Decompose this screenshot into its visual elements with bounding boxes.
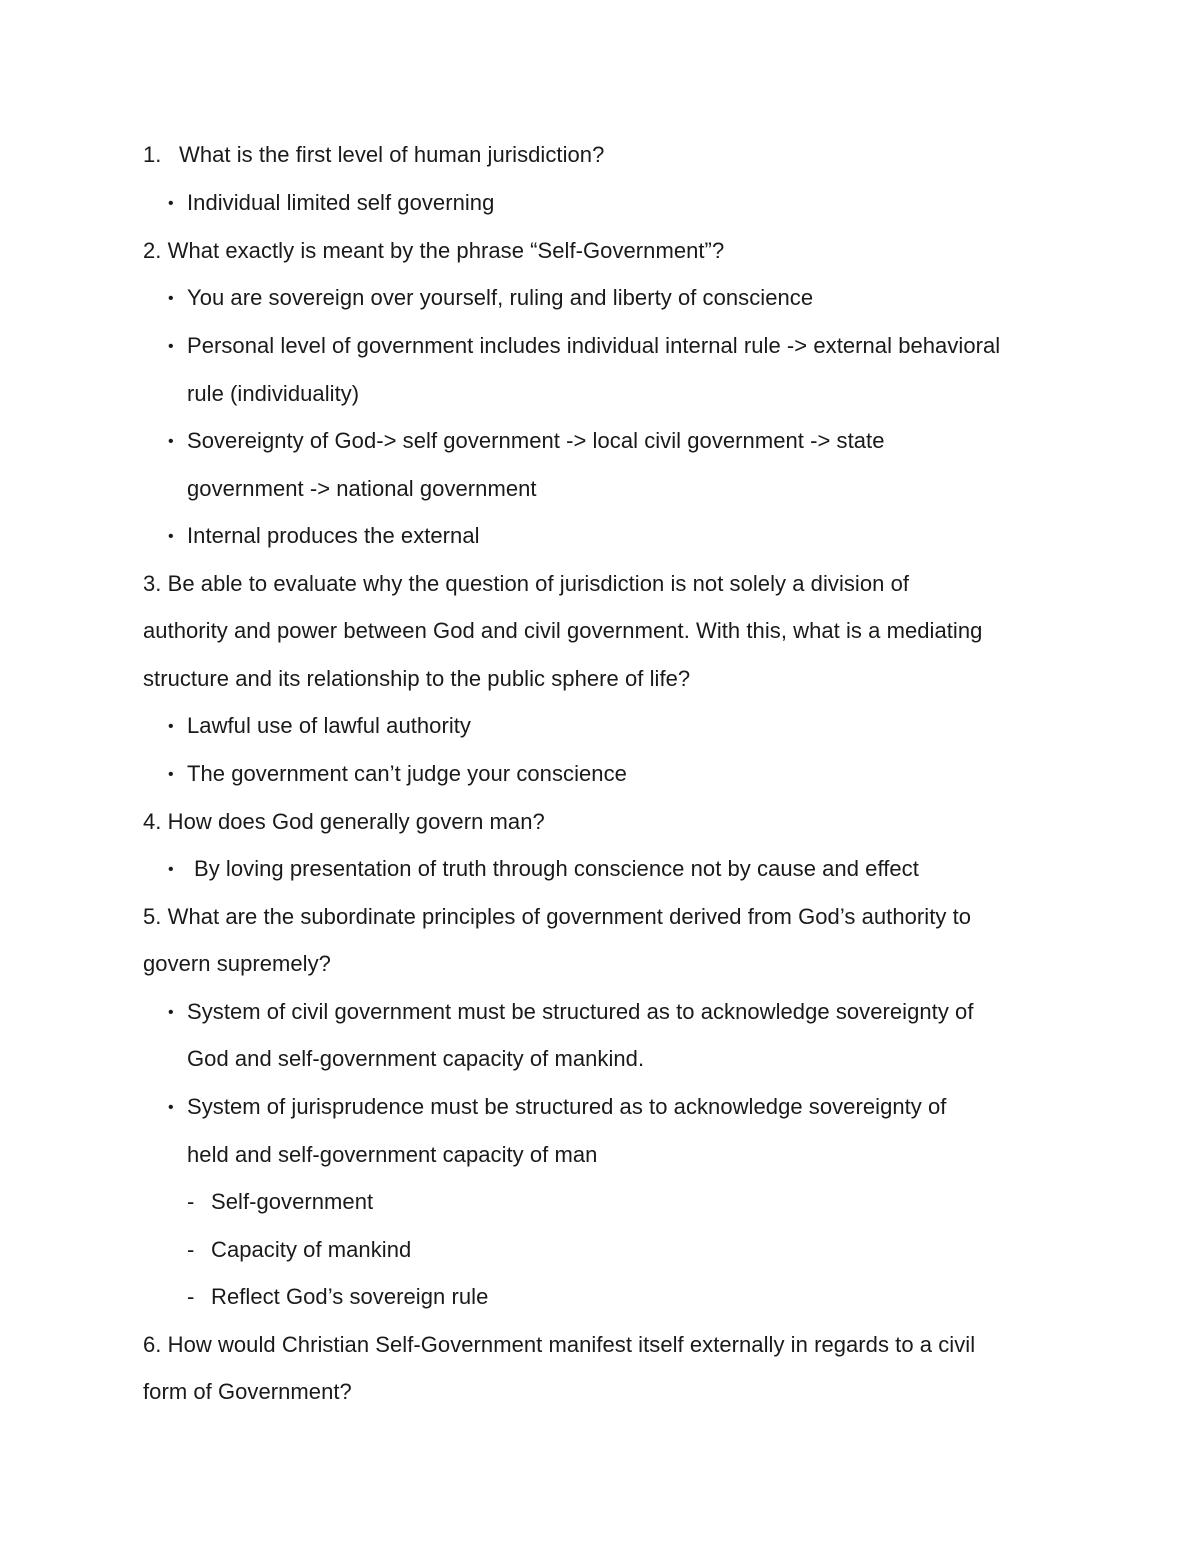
question-1 [143, 141, 604, 169]
dash-text: Capacity of mankind [211, 1237, 412, 1262]
bullet-item [168, 332, 1000, 361]
bullet-text: The government can’t judge your conscience [187, 761, 627, 786]
question-text: What are the subordinate principles of government derived from God’s authority to [167, 904, 972, 929]
question-number: 2. [143, 238, 162, 263]
bullet-item [168, 427, 885, 456]
question-number: 1. [143, 142, 162, 167]
bullet-item [168, 1093, 946, 1122]
question-number: 6. [143, 1332, 162, 1357]
dash-icon: - [187, 1189, 195, 1214]
bullet-continuation: rule (individuality) [187, 381, 360, 406]
question-4 [143, 808, 545, 836]
question-continuation: authority and power between God and civil government. With this, what is a mediating [143, 618, 983, 643]
bullet-icon: • [168, 433, 174, 450]
bullet-icon: • [168, 528, 174, 545]
bullet-icon: • [168, 195, 174, 212]
question-number: 3. [143, 571, 162, 596]
question-number: 5. [143, 904, 162, 929]
question-text: What exactly is meant by the phrase “Self-Government”? [167, 238, 725, 263]
bullet-icon: • [168, 290, 174, 307]
bullet-text: System of jurisprudence must be structured as to acknowledge sovereignty of [187, 1094, 947, 1119]
bullet-icon: • [168, 766, 174, 783]
question-text: How would Christian Self-Government manifest itself externally in regards to a civil [167, 1332, 976, 1357]
dash-text: Self-government [211, 1189, 374, 1214]
question-text: Be able to evaluate why the question of jurisdiction is not solely a division of [167, 571, 910, 596]
dash-icon: - [187, 1284, 195, 1309]
dash-item [187, 1188, 373, 1216]
bullet-icon: • [168, 338, 174, 355]
question-3 [143, 570, 909, 598]
bullet-icon: • [168, 718, 174, 735]
bullet-text: Lawful use of lawful authority [187, 713, 471, 738]
bullet-text: Personal level of government includes individual internal rule -> external behavioral [187, 333, 1001, 358]
question-text: What is the first level of human jurisdiction? [179, 142, 605, 167]
bullet-text: Individual limited self governing [187, 190, 495, 215]
bullet-text: Sovereignty of God-> self government -> local civil government -> state [187, 428, 885, 453]
bullet-text: System of civil government must be structured as to acknowledge sovereignty of [187, 999, 974, 1024]
bullet-item [168, 998, 974, 1027]
bullet-item [168, 760, 627, 789]
bullet-icon: • [168, 861, 174, 878]
dash-item [187, 1283, 488, 1311]
bullet-continuation: God and self-government capacity of mankind. [187, 1046, 645, 1071]
bullet-icon: • [168, 1099, 174, 1116]
question-text: How does God generally govern man? [167, 809, 545, 834]
question-continuation: form of Government? [143, 1379, 352, 1404]
bullet-continuation: government -> national government [187, 476, 537, 501]
bullet-item [168, 284, 813, 313]
bullet-item [168, 855, 919, 884]
bullet-text: By loving presentation of truth through conscience not by cause and effect [194, 856, 919, 881]
dash-item [187, 1236, 411, 1264]
bullet-text: You are sovereign over yourself, ruling and liberty of conscience [187, 285, 814, 310]
question-number: 4. [143, 809, 162, 834]
question-continuation: govern supremely? [143, 951, 331, 976]
question-5 [143, 903, 971, 931]
bullet-text: Internal produces the external [187, 523, 480, 548]
question-2 [143, 237, 724, 265]
dash-text: Reflect God’s sovereign rule [211, 1284, 489, 1309]
question-continuation: structure and its relationship to the public sphere of life? [143, 666, 691, 691]
bullet-item [168, 189, 494, 218]
bullet-item [168, 522, 480, 551]
dash-icon: - [187, 1237, 195, 1262]
question-6 [143, 1331, 975, 1359]
bullet-item [168, 712, 471, 741]
bullet-continuation: held and self-government capacity of man [187, 1142, 598, 1167]
bullet-icon: • [168, 1004, 174, 1021]
